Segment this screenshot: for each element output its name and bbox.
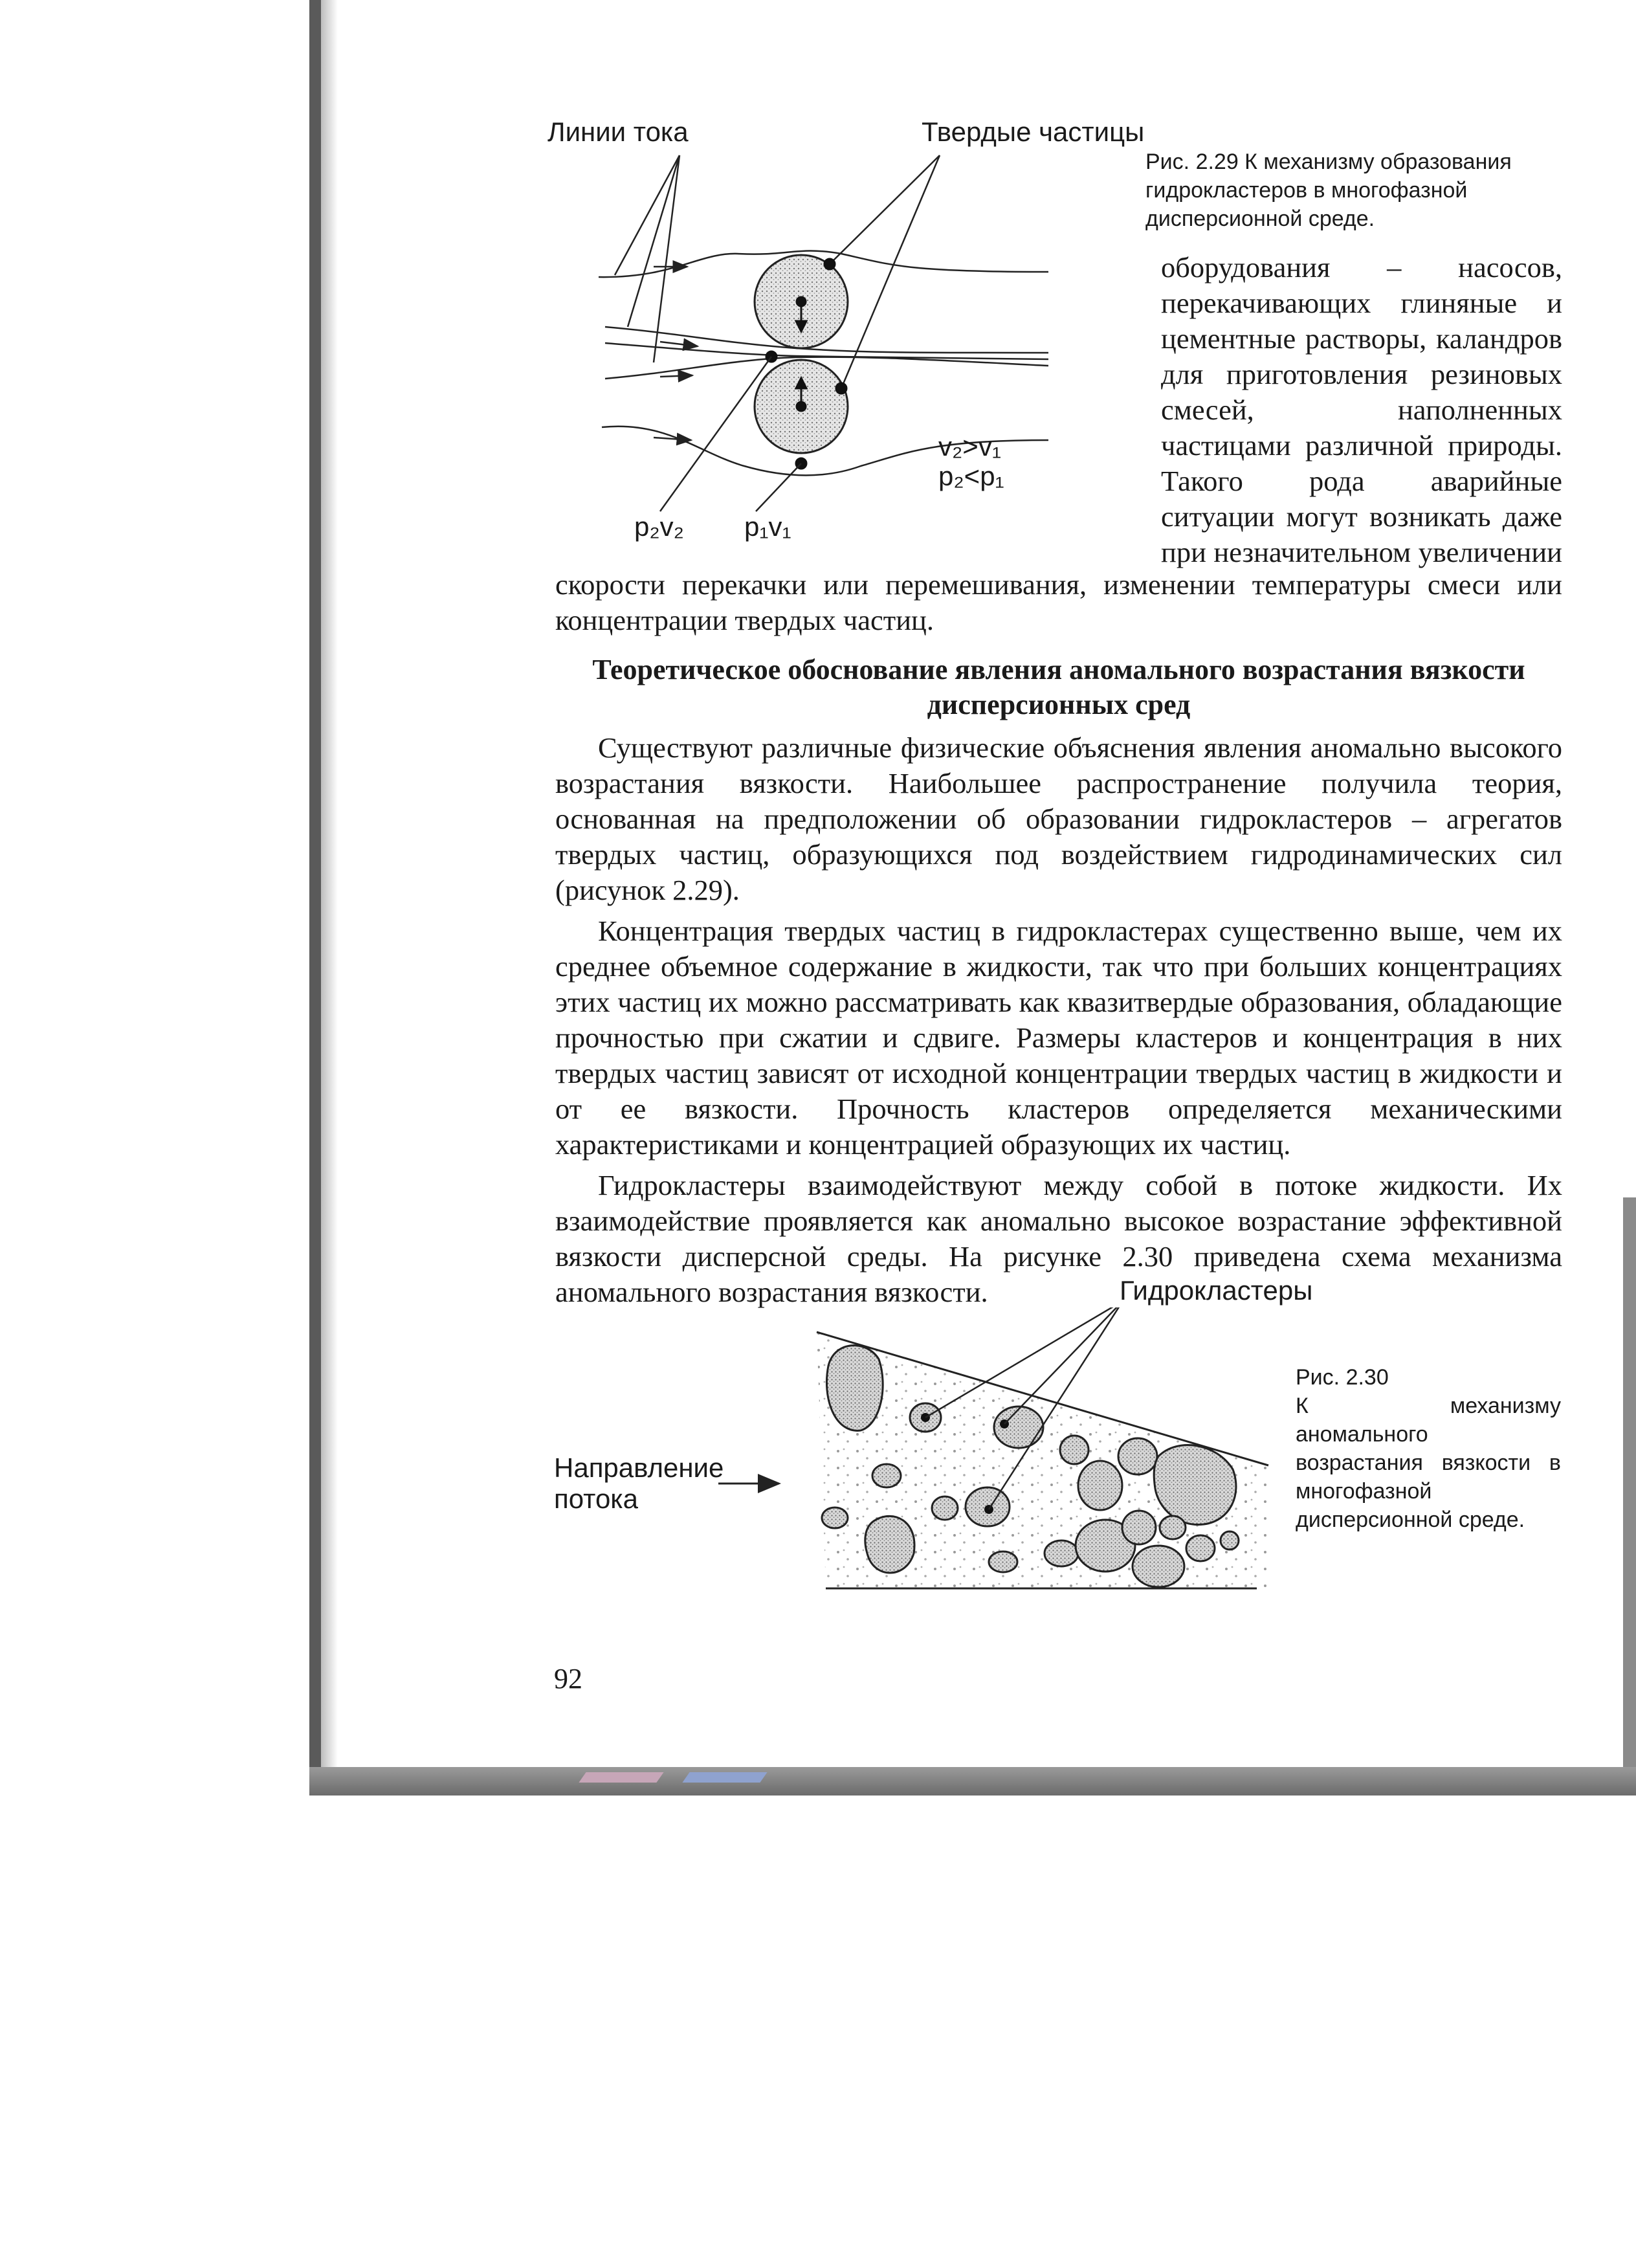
paragraph: Гидрокластеры взаимодействуют между собой в потоке жидкости. Их взаимодействие проявляется как аномально высокое возрастание эффективной вязкости дисперсной среды. На рисунке 2.30 приведена схема механизма аномального возрастания вязкости. (555, 1169, 1562, 1308)
right-page-edge (1623, 1197, 1636, 1780)
fig230-label-hydroclusters: Гидрокластеры (1120, 1275, 1313, 1306)
leader-line (830, 155, 940, 264)
fig230-caption-title: Рис. 2.30 (1296, 1365, 1389, 1390)
continuation-text-block (555, 567, 1562, 638)
figure-2-29-diagram (544, 149, 1152, 550)
fig229-caption: Рис. 2.29 К механизму образования гидрокластеров в многофазной дисперсионной среде. (1145, 150, 1512, 231)
fig229-label-velocity: v₂>v₁ (938, 431, 1002, 461)
spine-gradient (321, 0, 338, 1793)
bottom-page-edge (309, 1767, 1636, 1796)
leader-line (841, 155, 940, 388)
fig229-label-p2v2: p₂v₂ (634, 511, 684, 542)
edge-stripe-blue (682, 1772, 767, 1783)
flow-direction-line1: Направление (554, 1452, 724, 1483)
leader-line (615, 155, 680, 275)
paragraph: Существуют различные физические объяснения явления аномально высокого возрастания вязкости. Наибольшее распространение получила теория, основанная на предположении об образовании гидрокластеров – агрегатов твердых частиц, образующихся под воздействием гидродинамических сил (рисунок 2.29). (555, 731, 1562, 906)
leader-line (654, 155, 680, 362)
main-text-block (555, 730, 1562, 1310)
fig230-caption (1296, 1363, 1561, 1534)
leader-line (628, 155, 680, 327)
fig229-label-pressure: p₂<p₁ (938, 461, 1004, 491)
section-heading: Теоретическое обоснование явления аномального возрастания вязкости дисперсионных сред (592, 654, 1525, 720)
fig230-label-flow-direction (554, 1452, 724, 1515)
fig229-label-streamlines: Линии тока (547, 117, 689, 147)
edge-stripe-pink (579, 1772, 663, 1783)
fig230-caption-text: К механизму аномального возрастания вязкости в многофазной дисперсионной среде. (1296, 1394, 1561, 1532)
paragraph: Концентрация твердых частиц в гидрокластерах существенно выше, чем их среднее объемное содержание в жидкости, так что при больших концентрациях этих частиц их можно рассматривать как квазитвердые образования, обладающие прочностью при сжатии и сдвиге. Размеры кластеров и концентрация в них твердых частиц зависят от исходной концентрации твердых частиц в жидкости и от ее вязкости. Прочность кластеров определяется механическими характеристиками и концентрацией образующих их частиц. (555, 915, 1562, 1161)
figure-2-30-diagram (712, 1307, 1294, 1605)
fig229-label-p1v1: p₁v₁ (744, 511, 791, 542)
continuation-paragraph: скорости перекачки или перемешивания, изменении температуры смеси или концентрации твердых частиц. (555, 568, 1562, 636)
book-spine-shadow (309, 0, 321, 1793)
flow-direction-line2: потока (554, 1484, 638, 1514)
page-number: 92 (554, 1663, 582, 1695)
fig229-label-particles: Твердые частицы (922, 117, 1145, 147)
wrap-paragraph: оборудования – насосов, перекачивающих глиняные и цементные растворы, каландров для приготовления резиновых смесей, наполненных частицами различной природы. Такого рода аварийные ситуации могут возникать даже при незначительном увеличении (1161, 251, 1562, 568)
